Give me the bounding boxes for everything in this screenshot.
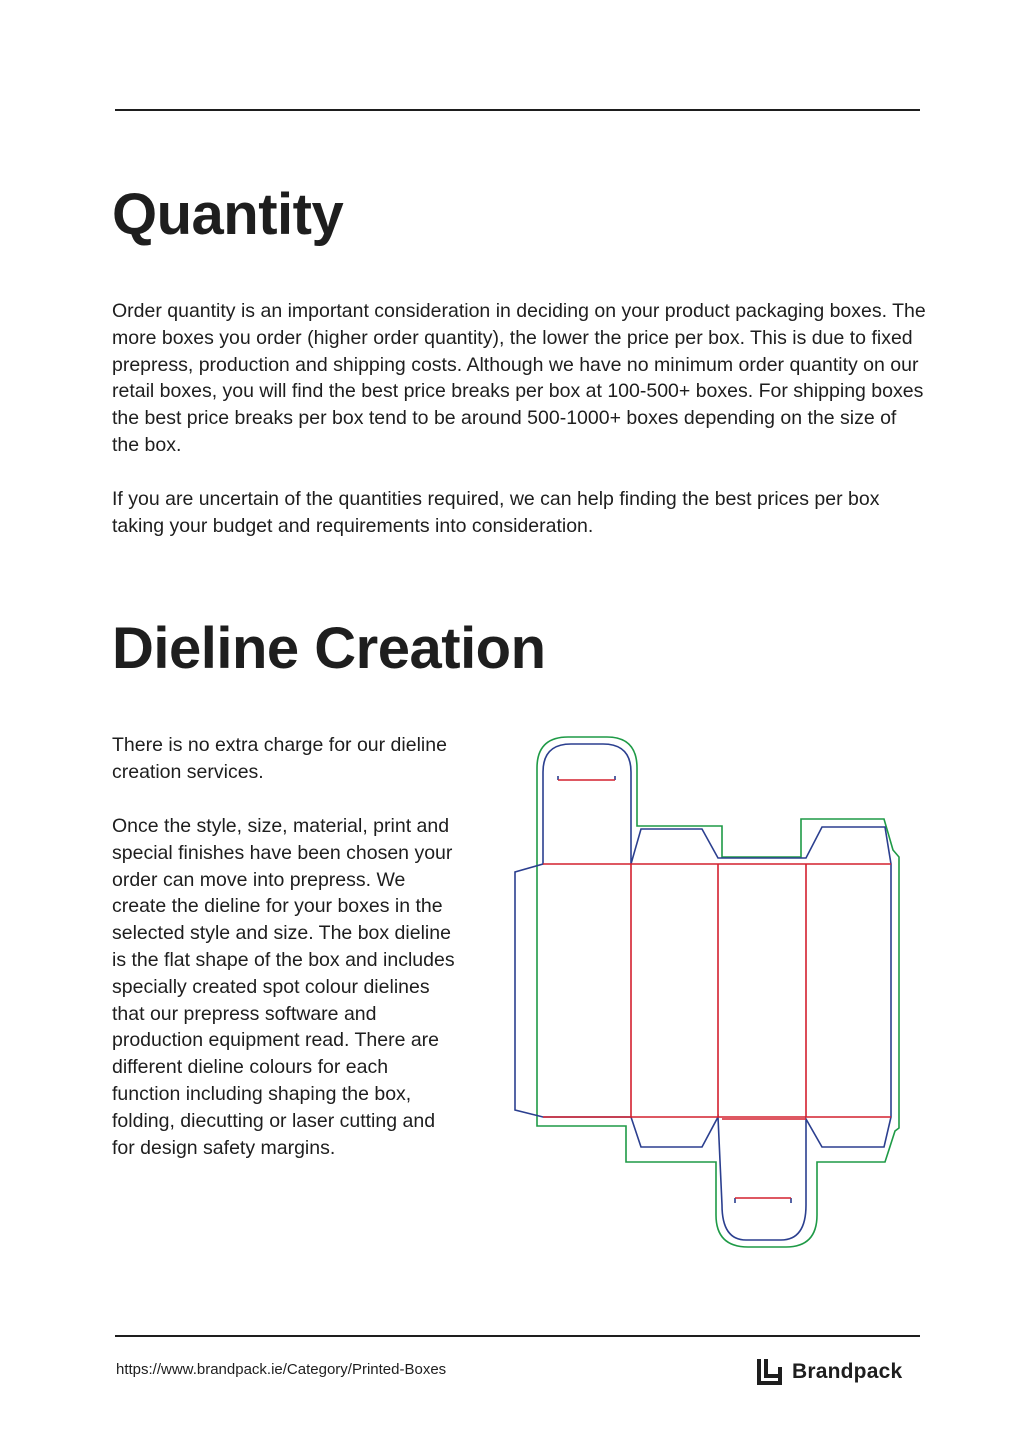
dieline-heading: Dieline Creation [112, 616, 546, 681]
footer-url-link[interactable]: https://www.brandpack.ie/Category/Printed-Boxes [116, 1361, 447, 1378]
brand-logo[interactable] [757, 1357, 902, 1387]
quantity-paragraph-2: If you are uncertain of the quantities required, we can help finding the best prices per box taking your budget and requirements into consideration. [112, 488, 880, 537]
brand-name: Brandpack [792, 1360, 903, 1383]
quantity-paragraph-1: Order quantity is an important consideration in deciding on your product packaging boxes. The more boxes you order (higher order quantity), the lower the price per box. This is due to fixed prepress, production and shipping costs. Although we have no minimum order quantity on our retail boxes, you will find the best price breaks per box at 100-500+ boxes. For shipping boxes the best price breaks per box tend to be around 500-1000+ boxes depending on the size of the box. [112, 300, 926, 456]
brandpack-logo-icon [757, 1359, 782, 1385]
quantity-heading: Quantity [112, 182, 344, 247]
dieline-paragraph-1: There is no extra charge for our dieline creation services. [112, 734, 447, 783]
dieline-paragraph-2: Once the style, size, material, print and special finishes have been chosen your order can move into prepress. We create the dieline for your boxes in the selected style and size. The box dieline is the flat shape of the box and includes specially created spot colour dielines that our prepress software and production equipment read. There are different dieline colours for each function including shaping the box, folding, diecutting or laser cutting and for design safety margins. [112, 815, 455, 1159]
bottom-divider [115, 1335, 920, 1337]
top-divider [115, 109, 920, 111]
box-dieline-illustration [505, 730, 910, 1255]
dieline-fold-line [543, 780, 891, 1198]
